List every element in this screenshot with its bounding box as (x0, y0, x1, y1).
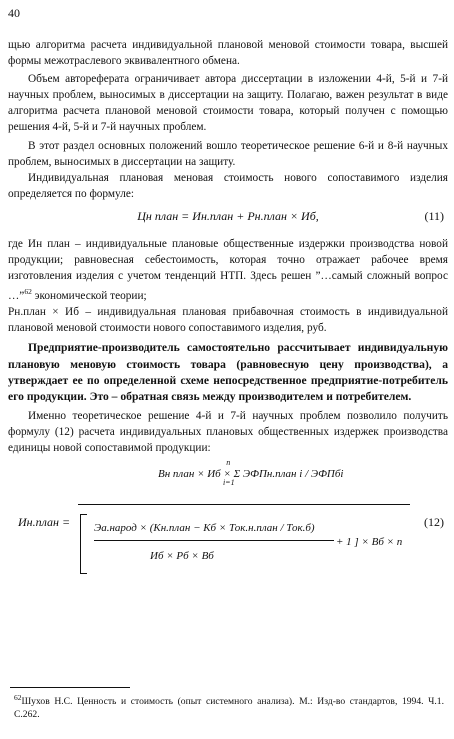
formula-12-numerator (158, 458, 365, 488)
page-number: 40 (8, 6, 20, 20)
definition-text-end: экономической теории; (31, 289, 147, 302)
formula-11-expression: Цн план = Ин.план + Рн.план × Иб, (137, 208, 319, 223)
sum-lower-limit: i=1 (222, 478, 235, 488)
formula-12-number: (12) (424, 515, 444, 530)
sum-upper-limit: n (226, 458, 231, 468)
formula-12-lhs: Ин.план = (18, 515, 71, 530)
formula-11 (8, 202, 448, 236)
paragraph-definition-costs (8, 236, 448, 304)
paragraph-continuation: щью алгоритма расчета индивидуальной плановой меновой стоимости товара, высшей формы межотраслевого эквивалентного обмена. (8, 39, 448, 68)
footnote-rule (10, 687, 130, 688)
paragraph-section-content: В этот раздел основных положений вошло теоретическое решение 6-й и 8-й научных проблем, выносимых в диссертации на защиту. (8, 139, 448, 168)
page-body (8, 37, 448, 588)
footnote-text: Шухов Н.С. Ценность и стоимость (опыт системного анализа). М.: Изд-во стандартов, 1994. Ч.1. С.262. (14, 696, 444, 720)
paragraph-formula12-intro: Именно теоретическое решение 4-й и 7-й научных проблем позволило получить формулу (12) расчета индивидуальных плановых общественных издержек производства единицы новой сопоставимой продукции: (8, 409, 448, 455)
formula-12-numerator-text: Вн план × Иб × Σ ЭФПн.план i / ЭФПбi (158, 468, 344, 481)
formula-12-denominator-bottom: Иб × Рб × Вб (150, 550, 214, 563)
footnote (14, 692, 444, 722)
formula-12-fraction-bar (78, 504, 410, 505)
formula-12-denominator-top: Эа.народ × (Кн.план − Кб × Ток.н.план / Ток.б) (94, 522, 315, 535)
formula-12-denominator-right: + 1 ] × Вб × n (336, 536, 403, 549)
definition-text: где Ин план – индивидуальные плановые общественные издержки производства новой продукции; равновесная себестоимость, которая точно отражает рабочее время изготовления изделия с учетом тенденций НТП. Здесь решен ”…самый сложный вопрос …” (8, 237, 448, 302)
footnote-mark: 62 (14, 693, 22, 702)
formula-12 (8, 458, 448, 588)
paragraph-bold-statement: Предприятие-производитель самостоятельно рассчитывает индивидуальную плановую меновую стоимость товара (равновесную цену производства), а утверждает ее по определенной схеме непосредственное предприятие-потребитель его продукции. Это – обратная связь между производителем и потребителем. (8, 341, 448, 404)
paragraph-definition-surplus: Рн.план × Иб – индивидуальная плановая прибавочная стоимость в индивидуальной плановой меновой стоимости нового сопоставимого изделия, руб. (8, 306, 448, 335)
denominator-inner-bar (94, 540, 334, 541)
bracket-left (80, 514, 87, 574)
paragraph-formula-intro: Индивидуальная плановая меновая стоимость нового сопоставимого изделия определяется по формуле: (8, 171, 448, 200)
footnote-reference: 62 (24, 287, 32, 297)
paragraph-abstract-scope: Объем автореферата ограничивает автора диссертации в изложении 4-й, 5-й и 7-й научных проблем, выносимых в диссертации на защиту. Полагаю, важен результат в виде алгоритма расчета плановой меновой стоимости товара, который получен с помощью решения 4-й, 5-й и 7-й научных проблем. (8, 73, 448, 134)
formula-11-number: (11) (424, 208, 444, 223)
